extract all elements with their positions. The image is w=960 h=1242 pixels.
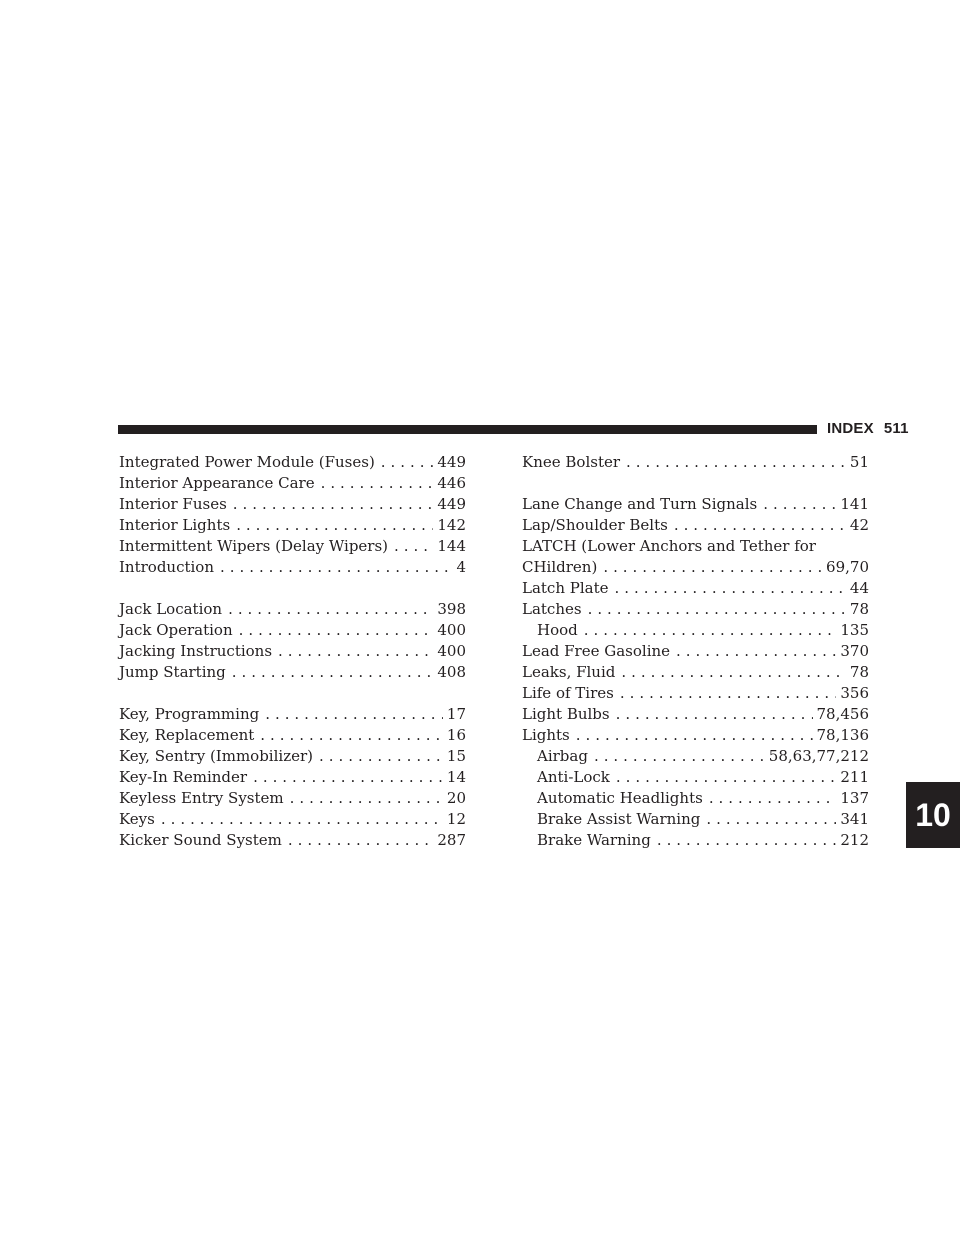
- entry-label: Integrated Power Module (Fuses): [119, 453, 375, 471]
- index-entry: [119, 515, 466, 536]
- entry-label: Latch Plate: [522, 579, 609, 597]
- running-header: [827, 420, 909, 437]
- entry-label: Airbag: [537, 747, 588, 765]
- entry-page: 78: [849, 600, 869, 618]
- index-entry: [119, 767, 466, 788]
- entry-page: 446: [437, 474, 466, 492]
- dot-leader: [381, 452, 434, 473]
- entry-page: 449: [437, 453, 466, 471]
- index-column-left: [119, 452, 466, 851]
- index-subentry: [522, 830, 869, 851]
- index-entry: [522, 557, 869, 578]
- index-entry: [522, 515, 869, 536]
- entry-page: 287: [437, 831, 466, 849]
- dot-leader: [161, 809, 443, 830]
- entry-label: Automatic Headlights: [537, 789, 703, 807]
- entry-page: 144: [437, 537, 466, 555]
- entry-label: Intermittent Wipers (Delay Wipers): [119, 537, 389, 555]
- dot-leader: [615, 578, 846, 599]
- entry-page: 341: [840, 810, 869, 828]
- dot-leader: [239, 620, 434, 641]
- entry-label: Kicker Sound System: [119, 831, 282, 849]
- entry-page: 137: [840, 789, 869, 807]
- entry-label: Interior Appearance Care: [119, 474, 315, 492]
- dot-leader: [232, 662, 434, 683]
- index-entry: [119, 641, 466, 662]
- entry-label: Interior Lights: [119, 516, 231, 534]
- dot-leader: [253, 767, 443, 788]
- entry-label: CHildren): [522, 558, 598, 576]
- entry-page: 211: [840, 768, 869, 786]
- index-entry: [522, 536, 869, 557]
- entry-label: Key, Programming: [119, 705, 260, 723]
- entry-label: Latches: [522, 600, 582, 618]
- dot-leader: [278, 641, 433, 662]
- chapter-number: 10: [915, 797, 951, 833]
- index-entry: [522, 452, 869, 473]
- dot-leader: [290, 788, 443, 809]
- dot-leader: [260, 725, 443, 746]
- entry-page: 78,136: [816, 726, 869, 744]
- entry-page: 212: [840, 831, 869, 849]
- dot-leader: [233, 494, 434, 515]
- dot-leader: [603, 557, 822, 578]
- index-entry: [119, 725, 466, 746]
- entry-page: 14: [446, 768, 466, 786]
- dot-leader: [621, 662, 846, 683]
- entry-label: Jack Location: [119, 600, 223, 618]
- entry-page: 4: [456, 558, 466, 576]
- entry-label: Jack Operation: [119, 621, 233, 639]
- dot-leader: [228, 599, 433, 620]
- index-entry: [119, 830, 466, 851]
- dot-leader: [588, 599, 846, 620]
- index-entry: [522, 641, 869, 662]
- header-rule: [118, 425, 817, 434]
- index-subentry: [522, 788, 869, 809]
- index-entry: [119, 746, 466, 767]
- entry-label: Brake Warning: [537, 831, 651, 849]
- entry-label: Knee Bolster: [522, 453, 621, 471]
- dot-leader: [657, 830, 837, 851]
- index-subentry: [522, 620, 869, 641]
- entry-label: Brake Assist Warning: [537, 810, 701, 828]
- page-number: 511: [883, 420, 909, 437]
- index-entry: [119, 599, 466, 620]
- entry-label: Hood: [537, 621, 578, 639]
- entry-page: 449: [437, 495, 466, 513]
- dot-leader: [616, 704, 813, 725]
- index-entry: [119, 662, 466, 683]
- entry-page: 78: [849, 663, 869, 681]
- dot-leader: [763, 494, 836, 515]
- dot-leader: [321, 473, 434, 494]
- entry-label: Key-In Reminder: [119, 768, 248, 786]
- entry-page: 142: [437, 516, 466, 534]
- dot-leader: [706, 809, 836, 830]
- entry-page: 42: [849, 516, 869, 534]
- entry-gap: [119, 683, 466, 704]
- entry-page: 44: [849, 579, 869, 597]
- entry-page: 408: [437, 663, 466, 681]
- entry-page: 16: [446, 726, 466, 744]
- dot-leader: [265, 704, 443, 725]
- index-entry: [119, 809, 466, 830]
- index-subentry: [522, 767, 869, 788]
- index-entry: [119, 620, 466, 641]
- entry-label: Lane Change and Turn Signals: [522, 495, 758, 513]
- dot-leader: [584, 620, 837, 641]
- index-column-right: [522, 452, 869, 851]
- index-entry: [522, 683, 869, 704]
- entry-label: Lead Free Gasoline: [522, 642, 671, 660]
- dot-leader: [594, 746, 765, 767]
- index-entry: [119, 557, 466, 578]
- entry-label: Key, Sentry (Immobilizer): [119, 747, 314, 765]
- entry-page: 370: [840, 642, 869, 660]
- dot-leader: [616, 767, 836, 788]
- entry-page: 398: [437, 600, 466, 618]
- index-entry: [522, 599, 869, 620]
- index-entry: [119, 788, 466, 809]
- index-subentry: [522, 809, 869, 830]
- entry-page: 78,456: [816, 705, 869, 723]
- entry-gap: [119, 578, 466, 599]
- dot-leader: [676, 641, 836, 662]
- entry-label: Lap/Shoulder Belts: [522, 516, 668, 534]
- index-entry: [119, 536, 466, 557]
- index-entry: [522, 494, 869, 515]
- entry-label: Light Bulbs: [522, 705, 610, 723]
- entry-label: Interior Fuses: [119, 495, 227, 513]
- entry-label: Lights: [522, 726, 570, 744]
- dot-leader: [236, 515, 433, 536]
- entry-page: 58,63,77,212: [768, 747, 869, 765]
- entry-label: LATCH (Lower Anchors and Tether for: [522, 537, 816, 555]
- entry-page: 135: [840, 621, 869, 639]
- entry-label: Life of Tires: [522, 684, 614, 702]
- chapter-tab: [906, 782, 960, 848]
- index-entry: [119, 704, 466, 725]
- entry-gap: [522, 473, 869, 494]
- index-entry: [522, 662, 869, 683]
- entry-page: 69,70: [826, 558, 869, 576]
- dot-leader: [394, 536, 433, 557]
- entry-label: Introduction: [119, 558, 214, 576]
- entry-label: Key, Replacement: [119, 726, 255, 744]
- index-entry: [522, 725, 869, 746]
- entry-page: 12: [446, 810, 466, 828]
- index-entry: [522, 578, 869, 599]
- dot-leader: [319, 746, 443, 767]
- entry-page: 141: [840, 495, 869, 513]
- entry-page: 400: [437, 642, 466, 660]
- index-entry: [119, 452, 466, 473]
- dot-leader: [626, 452, 846, 473]
- entry-page: 400: [437, 621, 466, 639]
- entry-page: 356: [840, 684, 869, 702]
- entry-page: 17: [446, 705, 466, 723]
- dot-leader: [288, 830, 433, 851]
- entry-label: Anti-Lock: [537, 768, 610, 786]
- index-entry: [119, 494, 466, 515]
- dot-leader: [576, 725, 813, 746]
- entry-page: 51: [849, 453, 869, 471]
- dot-leader: [220, 557, 452, 578]
- index-entry: [119, 473, 466, 494]
- dot-leader: [620, 683, 837, 704]
- entry-label: Jump Starting: [119, 663, 226, 681]
- dot-leader: [709, 788, 837, 809]
- entry-label: Keys: [119, 810, 155, 828]
- entry-label: Leaks, Fluid: [522, 663, 616, 681]
- section-title: INDEX: [827, 420, 874, 437]
- entry-page: 15: [446, 747, 466, 765]
- entry-label: Jacking Instructions: [119, 642, 273, 660]
- entry-label: Keyless Entry System: [119, 789, 284, 807]
- dot-leader: [674, 515, 846, 536]
- entry-page: 20: [446, 789, 466, 807]
- index-subentry: [522, 746, 869, 767]
- index-entry: [522, 704, 869, 725]
